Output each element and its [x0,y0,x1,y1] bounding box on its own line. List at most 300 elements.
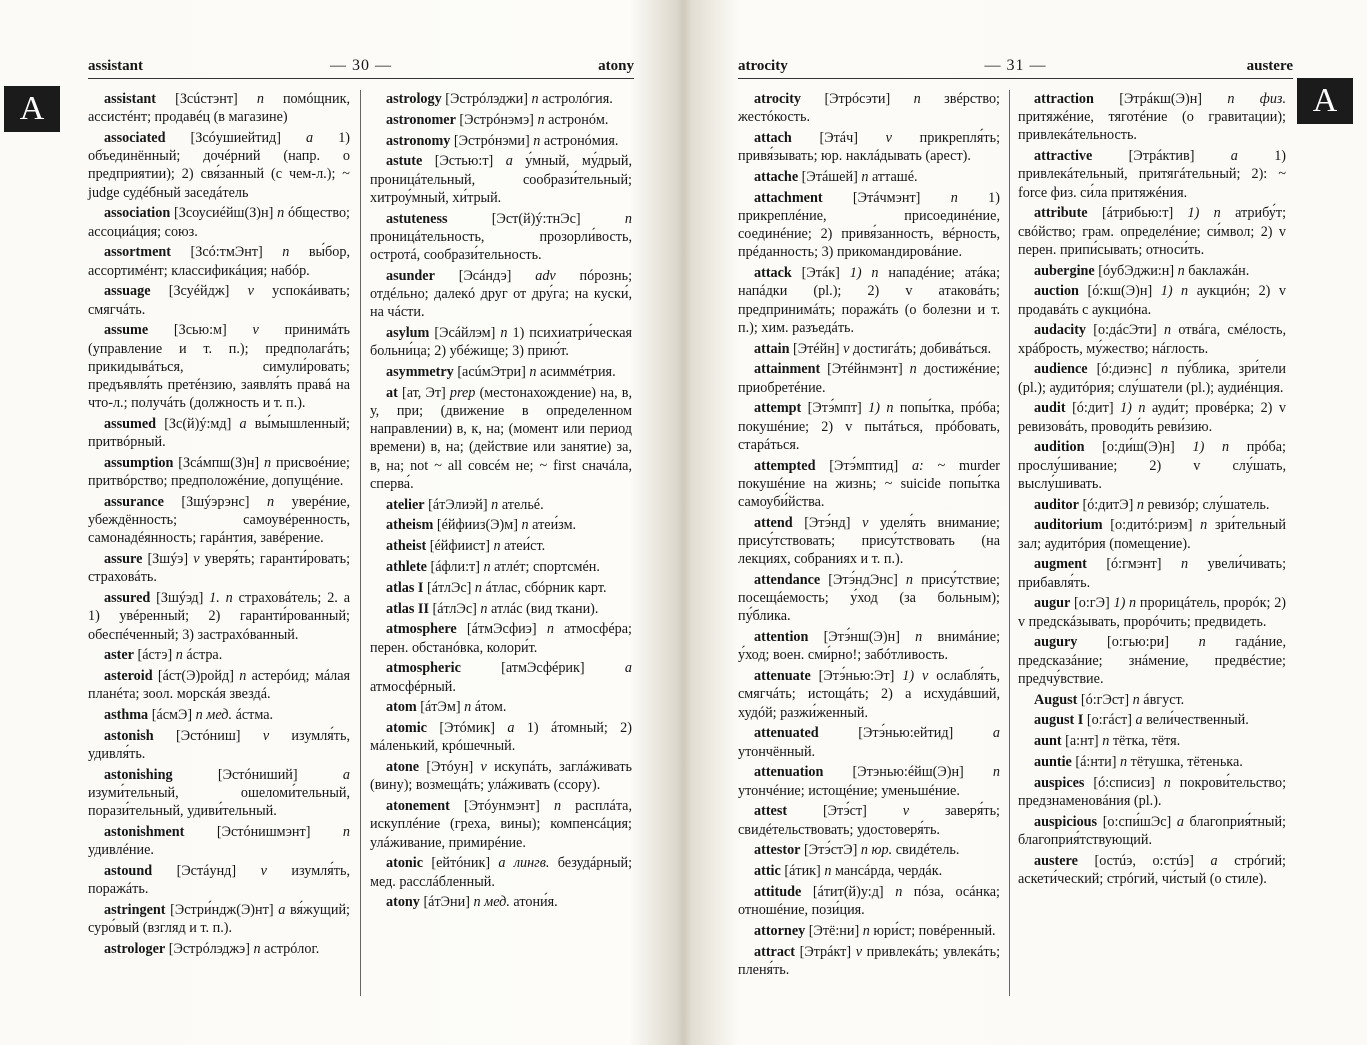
entry-transcription: [Зсúстэнт] [175,91,238,107]
entry-transcription: [Эсáйлэм] [434,325,496,341]
entry-part-of-speech: v [902,803,910,820]
entry-headword: assure [104,551,143,568]
dictionary-entry [1018,633,1286,688]
entry-part-of-speech: n [342,824,351,841]
entry-part-of-speech: n [277,205,285,222]
entry-transcription: [Зшýэд] [156,590,204,607]
dictionary-entry [738,802,1000,838]
dictionary-entry [370,210,632,265]
entry-part-of-speech: n [862,923,870,940]
entry-headword: attach [754,130,792,146]
entry-transcription: [Этэ́нш(Э)н] [823,629,900,646]
entry-part-of-speech: 1) n [849,265,879,282]
entry-part-of-speech: a [1135,712,1143,729]
entry-headword: attache [754,169,799,185]
dictionary-entry [88,493,350,548]
entry-transcription: [Этэнью:éйш(Э)н] [852,764,964,781]
entry-definition: у́мный, му́дрый, проницáтельный, сообрази́тельный; хитроу́мный, хи́трый. [370,153,633,206]
entry-transcription: [áстэ] [137,647,173,664]
dictionary-entry [88,667,350,703]
entry-part-of-speech: a лингв. [498,855,550,872]
entry-definition: óбщество; ассоциáция; союз. [88,205,350,240]
dictionary-entry [1018,282,1286,318]
entry-definition: 1) привлекáтельный, притягáтельный; 2): ~ force физ. си́ла притяжéния. [1018,148,1287,201]
entry-transcription: [Этáк] [801,265,840,282]
column [1018,90,1286,891]
entry-headword: astrology [386,91,442,107]
dictionary-entry [738,628,1000,664]
dictionary-entry [1018,594,1286,630]
entry-headword: atheism [386,517,434,534]
entry-headword: auntie [1034,754,1072,770]
dictionary-entry [1018,852,1286,888]
entry-part-of-speech: n [175,647,183,664]
entry-definition: астронóм. [548,111,609,128]
entry-transcription: [ат, Эт] [401,384,446,401]
entry-headword: August [1034,691,1078,708]
entry-part-of-speech: n [256,91,264,107]
entry-definition: покрови́тельство; предзнаменовáния (pl.). [1018,774,1287,809]
entry-transcription: [Этрáкш(Э)н] [1119,91,1203,107]
dictionary-entry [1018,90,1286,145]
dictionary-entry [738,129,1000,165]
entry-definition: прóба; прослу́шивание; 2) v слу́шать, выслу́шивать. [1018,439,1287,492]
entry-definition: отвáга, смéлость, хрáбрость, му́жество; нáглость. [1018,322,1287,357]
entry-headword: audacity [1034,322,1087,339]
entry-headword: attachment [754,189,823,206]
dictionary-entry [738,667,1000,722]
entry-headword: austere [1034,852,1078,869]
entry-transcription: [éйфииз(Э)м] [436,517,518,534]
entry-transcription: [Этáчмэнт] [852,189,921,206]
entry-transcription: [о:гáст] [1086,712,1132,729]
entry-transcription: [Зсью:м] [173,322,227,339]
entry-headword: astuteness [386,210,448,227]
entry-transcription: [о:гЭ] [1074,595,1110,612]
entry-headword: astound [104,863,153,880]
dictionary-entry [738,724,1000,760]
entry-transcription: [асúмЭтри] [457,364,526,380]
entry-headword: augury [1034,634,1078,651]
entry-definition: (местонахождение) на, в, у, при; (движение в определенном направлении) в, к, на; (момент или период времени) в, на; (действие или занятие) за, в, на; not ~ all совсéм не; ~ first сначáла, сперва́. [370,384,633,492]
entry-definition: уверéние, убеждённость; самоувéренность, самонадéянность; гарáнтия, завéрение. [88,494,351,547]
entry-part-of-speech: a [1210,852,1218,869]
entry-definition: прорицáтель, прорóк; 2) v предскáзывать, прорóчить; предвидеть. [1018,595,1287,630]
entry-transcription: [áтЭлиэй] [428,496,488,513]
entry-part-of-speech: 1) n [1187,205,1221,222]
entry-transcription: [о:дитó:риэм] [1110,517,1193,534]
entry-transcription: [áтЭни] [423,894,470,911]
entry-transcription: [ейтóник] [431,855,491,872]
dictionary-entry [738,841,1000,859]
entry-part-of-speech: prep [449,384,476,401]
entry-transcription: [Зсó:тмЭнт] [190,244,263,261]
entry-headword: auspices [1034,774,1085,791]
entry-part-of-speech: n [909,361,917,378]
entry-part-of-speech: n [1198,634,1206,651]
entry-part-of-speech: v [885,130,892,146]
entry-definition: ослабля́ть, смягчáть; истощáть; 2) a исхудáвший, худóй; разжи́женный. [738,668,1001,721]
entry-part-of-speech: n [1160,361,1168,378]
dictionary-entry [88,706,350,724]
entry-transcription: [Эстóниш] [175,728,241,745]
dictionary-entry [738,189,1000,262]
entry-headword: attainment [754,361,821,378]
entry-headword: assume [104,322,149,339]
entry-definition: успокáивать; смягчáть. [88,283,351,318]
dictionary-entry [738,264,1000,337]
entry-transcription: [Эстрóлэджи] [445,91,528,107]
entry-transcription: [Эстрóнэми] [453,132,530,149]
entry-part-of-speech: v [252,322,259,339]
entry-part-of-speech: v [260,863,267,880]
entry-definition: ауди́т; провéрка; 2) v ревизовáть, проводи́ть реви́зию. [1018,400,1286,435]
entry-definition: ательé. [501,496,544,513]
entry-part-of-speech: a [342,767,350,784]
entry-transcription: [Эст(й)ý:тнЭс] [491,210,581,227]
page-number: — 31 — [984,57,1047,74]
entry-part-of-speech: a [278,902,286,919]
entry-transcription: [áтмЭсфиэ] [466,621,537,638]
entry-transcription: [áтик] [784,863,821,880]
entry-headword: astonishing [104,767,173,784]
dictionary-entry [88,129,350,202]
entry-transcription: [Зсуéйдж] [168,283,230,300]
entry-headword: association [104,205,171,222]
dictionary-entry [88,823,350,859]
dictionary-entry [1018,399,1286,435]
entry-definition: áтом. [474,699,507,716]
entry-definition: нападéние; атáка; напáдки (pl.); 2) v атаковáть; предпринимáть; поражáть (о болезни и т. п.); хим. разъедáть. [738,265,1001,336]
dictionary-entry [370,854,632,890]
dictionary-entry [1018,753,1286,771]
entry-transcription: [атмЭсфéрик] [501,660,585,677]
dictionary-entry [88,589,350,644]
entry-definition: вели́чественный. [1146,712,1249,729]
entry-definition: мансáрда, чердáк. [834,863,943,880]
entry-part-of-speech: n [546,621,554,638]
dictionary-entry [370,90,632,108]
entry-part-of-speech: v [247,283,254,300]
entry-transcription: [Эстрóлэджэ] [168,941,250,958]
dictionary-entry [738,168,1000,186]
entry-part-of-speech: n мед. [195,707,233,724]
entry-definition: ревизóр; слу́шатель. [1147,496,1270,513]
entry-headword: atonement [386,798,450,815]
dictionary-entry [370,719,632,755]
entry-part-of-speech: n [493,538,501,555]
entry-definition: безудáрный; мед. расслáбленный. [370,855,633,890]
entry-part-of-speech: a [306,130,314,146]
page-header [88,56,634,79]
entry-transcription: [Этóмик] [439,720,495,737]
column-rule [360,90,361,996]
dictionary-entry [1018,732,1286,750]
entry-transcription: [Этэ́ст] [822,803,867,820]
dictionary-entry [88,204,350,240]
entry-transcription: [Этэ́мпт] [807,400,862,417]
entry-part-of-speech: n [1136,496,1144,513]
entry-definition: изумля́ть, поражáть. [88,863,350,898]
page-left [0,0,683,1045]
entry-part-of-speech: n [895,884,903,901]
dictionary-entry [88,282,350,318]
entry-definition: свидéтель. [895,842,960,859]
entry-headword: astringent [104,902,166,919]
entry-transcription: [о:ди́ш(Э)н] [1102,439,1175,456]
entry-transcription: [ó:кш(Э)н] [1087,283,1153,300]
dictionary-entry [88,862,350,898]
entry-headword: augment [1034,556,1087,573]
entry-transcription: [Зшýэ] [147,551,189,568]
entry-headword: aubergine [1034,262,1095,279]
entry-definition: вя́жущий; суро́вый (взгляд и т. п.). [88,902,350,937]
entry-part-of-speech: 1) n [1160,283,1189,300]
entry-definition: ~ murder покушéние на жизнь; ~ suicide попы́тка самоуби́йства. [738,457,1000,511]
entry-transcription: [áтлЭс] [427,579,472,596]
entry-headword: astonishment [104,824,185,841]
entry-part-of-speech: n [1102,733,1110,750]
entry-definition: атмосфéра; перен. обстанóвка, колори́т. [370,621,633,656]
dictionary-entry [1018,516,1286,552]
dictionary-entry [370,267,632,322]
entry-part-of-speech: n [861,169,869,185]
entry-definition: прикрепля́ть; привя́зывать; юр. наклáдывать (арест). [738,130,1001,165]
entry-transcription: [áтлЭс] [432,600,477,617]
entry-transcription: [Этрáкт] [799,943,852,960]
dictionary-entry [1018,691,1286,709]
entry-definition: удивлéние. [88,842,154,859]
entry-transcription: [Зсóушиейтид] [190,130,281,146]
entry-transcription: [ó:дитЭ] [1082,496,1134,513]
entry-transcription: [óубЭджи:н] [1098,262,1175,279]
dictionary-entry [738,360,1000,396]
entry-part-of-speech: n [533,132,541,149]
entry-part-of-speech: n юр. [860,842,893,859]
entry-part-of-speech: n [553,798,562,815]
entry-part-of-speech: 1. n [209,590,233,607]
entry-definition: áстма. [235,707,274,724]
dictionary-entry [88,901,350,937]
entry-definition: уделя́ть вниманиe; прису́тствовать; прису́тствовать (на лекциях, собраниях и т. п.). [738,514,1001,568]
dictionary-entry [1018,204,1286,259]
dictionary-entry [1018,711,1286,729]
entry-headword: astonish [104,728,154,745]
entry-part-of-speech: n [824,863,832,880]
entry-part-of-speech: n [1120,754,1128,770]
entry-headword: attend [754,514,793,531]
entry-part-of-speech: a [624,660,632,677]
entry-transcription: [Этрóсэти] [824,91,891,107]
entry-headword: asthma [104,707,149,724]
entry-headword: asylum [386,325,430,341]
entry-headword: assumed [104,416,157,433]
entry-headword: assistant [104,91,157,107]
entry-definition: 1) прикреплéние, присоединéние, соединéние; 2) привя́занность, вéрность, прéданность; 3) прикомандировáние. [738,189,1000,261]
entry-transcription: [Этё:ни] [808,923,860,940]
entry-headword: at [386,384,398,401]
entry-headword: astrologer [104,941,166,958]
entry-headword: atmospheric [386,660,461,677]
entry-definition: гадáние, предсказáние; знáмение, предвéстие; предчу́вствие. [1018,634,1287,687]
dictionary-entry [88,454,350,490]
entry-part-of-speech: n [491,496,499,513]
entry-transcription: [ó:диэнс] [1096,361,1152,378]
entry-part-of-speech: a [505,153,513,170]
entry-headword: augur [1034,595,1071,612]
entry-transcription: [áсмЭ] [151,707,193,724]
entry-definition: атони́я. [513,894,558,911]
dictionary-entry [1018,813,1286,849]
dictionary-entry [370,324,632,360]
entry-definition: атлéт; спортсмéн. [494,559,600,575]
entry-headword: auction [1034,283,1079,300]
entry-transcription: [остúэ, о:стúэ] [1094,852,1194,869]
entry-definition: астролóгия. [542,91,613,107]
entry-definition: увели́чивать; прибавля́ть. [1018,556,1287,591]
dictionary-entry [738,922,1000,940]
entry-headword: associated [104,130,166,146]
dictionary-entry [370,152,632,207]
dictionary-entry [88,415,350,451]
entry-headword: attack [754,265,792,282]
entry-headword: assured [104,590,151,607]
entry-definition: áтлас, сбóрник карт. [485,579,607,596]
entry-transcription: [ó:списиз] [1093,774,1155,791]
dictionary-entry [370,698,632,716]
entry-transcription: [áст(Э)ройд] [157,668,234,685]
entry-definition: áвгуст. [1143,691,1185,708]
entry-transcription: [Эсáндэ] [458,267,512,284]
entry-part-of-speech: n [521,517,529,534]
header-first-word: atrocity [738,58,788,74]
entry-definition: помóщник, ассистéнт; продавéц (в магазине) [88,91,351,126]
entry-part-of-speech: n [464,699,472,716]
entry-definition: благоприя́тный; благоприя́тствующий. [1018,813,1286,848]
entry-headword: attorney [754,923,806,940]
entry-part-of-speech: n [1164,322,1172,339]
entry-headword: atone [386,759,420,776]
entry-transcription: [ó:гЭст] [1080,691,1130,708]
entry-headword: aster [104,647,134,664]
entry-headword: atlas II [386,600,429,617]
entry-part-of-speech: a [1230,148,1238,165]
column [370,90,632,914]
entry-headword: atlas I [386,579,424,596]
entry-transcription: [о:спи́шЭс] [1102,813,1172,830]
entry-headword: attenuate [754,668,811,685]
dictionary-entry [738,763,1000,799]
entry-definition: зри́тельный зал; аудитóрия (помещение). [1018,517,1287,552]
entry-headword: atheist [386,538,427,555]
entry-headword: asteroid [104,668,153,685]
entry-definition: атлáс (вид ткани). [491,600,599,617]
entry-transcription: [áтит(й)у:д] [812,884,884,901]
entry-transcription: [ó:гмэнт] [1106,556,1162,573]
entry-definition: утончённый. [738,743,816,760]
entry-headword: atelier [386,496,425,513]
header-first-word: assistant [88,58,144,74]
entry-headword: audit [1034,400,1066,417]
entry-headword: auditorium [1034,517,1103,534]
entry-part-of-speech: n [992,764,1001,781]
entry-transcription: [Этэ́нд] [804,514,851,531]
dictionary-entry [88,727,350,763]
entry-transcription: [Этáч] [819,130,858,146]
entry-headword: attenuation [754,764,824,781]
column [738,90,1000,982]
page-header [738,56,1293,79]
dictionary-entry [738,340,1000,358]
dictionary-entry [370,758,632,794]
entry-definition: атмосфéрный. [370,678,456,695]
entry-definition: звéрство; жестóкость. [738,91,1000,126]
entry-transcription: [Этэ́ндЭнс] [828,572,898,589]
entry-part-of-speech: n [474,579,482,596]
entry-part-of-speech: n [624,210,632,227]
dictionary-entry [370,893,632,911]
entry-headword: attraction [1034,91,1094,107]
entry-part-of-speech: 1) n [868,400,894,417]
entry-part-of-speech: n [480,600,488,617]
entry-part-of-speech: n [267,494,275,511]
entry-definition: достигáть; добивáться. [852,340,992,357]
letter-tab: A [1297,78,1353,124]
entry-part-of-speech: n [537,111,545,128]
entry-transcription: [о:дáсЭти] [1093,322,1157,339]
entry-headword: attitude [754,884,802,901]
dictionary-entry [88,940,350,958]
entry-headword: atomic [386,720,427,737]
dictionary-entry [370,384,632,493]
entry-transcription: [áтЭм] [420,699,461,716]
entry-transcription: [Этрáктив] [1128,148,1195,165]
entry-part-of-speech: n [913,91,921,107]
entry-definition: астронóмия. [543,132,619,149]
entry-part-of-speech: n [1180,556,1189,573]
entry-headword: auspicious [1034,813,1098,830]
entry-transcription: [а:нт] [1065,733,1099,750]
entry-definition: привлекáть; увлекáть; пленя́ть. [738,943,1001,979]
entry-definition: баклажáн. [1188,262,1250,279]
header-last-word: atony [598,58,634,74]
entry-part-of-speech: n [264,455,272,472]
dictionary-entry [1018,262,1286,280]
entry-definition: уверя́ть; гаранти́ровать; страховáть. [88,551,351,586]
entry-headword: attenuated [754,725,819,742]
entry-definition: аукциóн; 2) v продавáть с аукциóна. [1018,283,1287,318]
entry-definition: юри́ст; повéренный. [873,923,996,940]
dictionary-entry [370,537,632,555]
entry-headword: assurance [104,494,164,511]
entry-part-of-speech: v [193,551,200,568]
dictionary-entry [1018,438,1286,493]
entry-part-of-speech: a [992,725,1001,742]
entry-definition: áстра. [186,647,223,664]
entry-transcription: [Эстри́ндж(Э)нт] [170,902,274,919]
dictionary-entry [88,321,350,412]
entry-transcription: [Зшýэрэнс] [181,494,250,511]
entry-transcription: [Зсоусиéйш(З)н] [173,205,274,222]
entry-definition: достижéние; приобретéние. [738,361,1001,396]
dictionary-entry [1018,774,1286,810]
entry-definition: 1) áтомный; 2) мáленький, крóшечный. [370,720,633,755]
entry-transcription: [Этóунмэнт] [463,798,540,815]
entry-headword: atom [386,699,417,716]
entry-transcription: [Эстрóнэмэ] [459,111,534,128]
entry-part-of-speech: n [1132,691,1140,708]
entry-definition: присвоéние; притвóрство; предположéние, допущéние. [88,455,350,490]
